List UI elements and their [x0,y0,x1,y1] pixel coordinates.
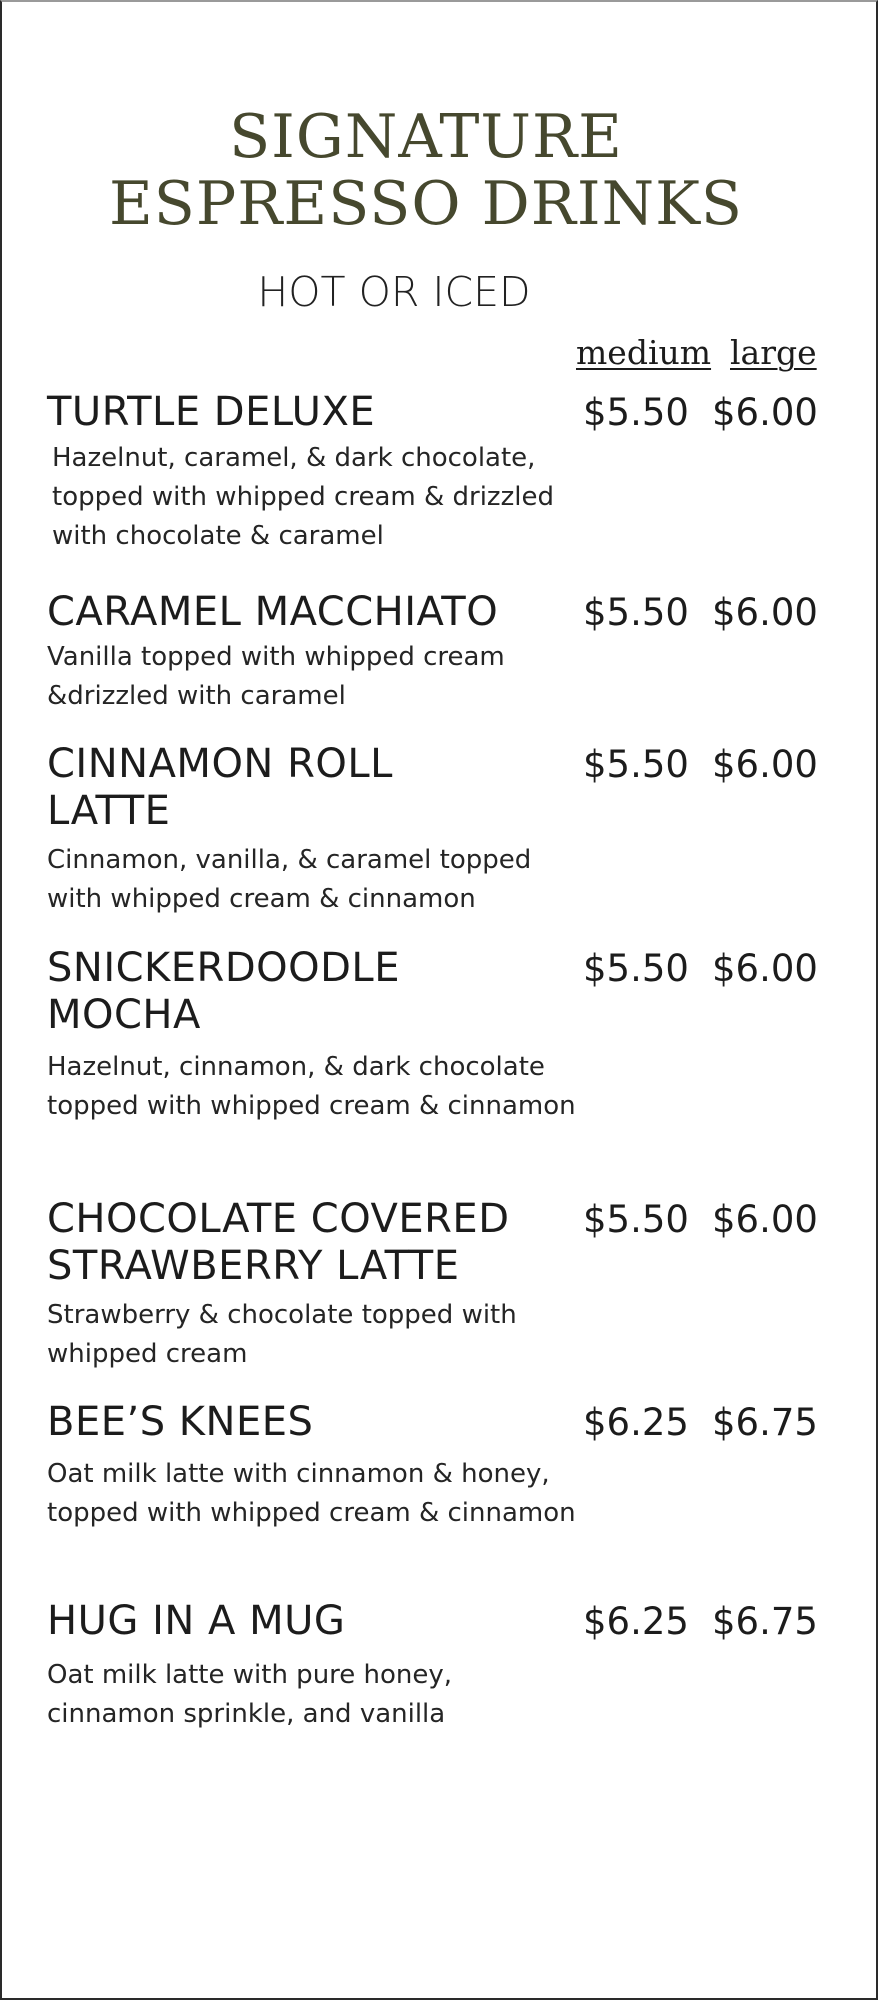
item-name: CHOCOLATE COVERED STRAWBERRY LATTE [47,1196,510,1289]
menu-title-line-1: SIGNATURE [229,102,623,172]
item-price-large: $6.00 [712,743,818,786]
item-name: BEE’S KNEES [47,1399,314,1445]
item-description: Cinnamon, vanilla, & caramel topped with whipped cream & cinnamon [47,845,532,914]
item-price-large: $6.00 [712,591,818,634]
item-price-large: $6.00 [712,947,818,990]
item-price-large: $6.75 [712,1600,818,1643]
item-description: Hazelnut, cinnamon, & dark chocolate topped with whipped cream & cinnamon [47,1052,576,1121]
item-price-medium: $6.25 [583,1600,689,1643]
item-name: CARAMEL MACCHIATO [47,589,499,635]
item-description: Oat milk latte with pure honey, cinnamon sprinkle, and vanilla [47,1660,453,1729]
item-price-large: $6.00 [712,391,818,434]
item-name: SNICKERDOODLE MOCHA [47,945,400,1038]
item-price-medium: $5.50 [583,1198,689,1241]
menu-subtitle: HOT OR ICED [257,268,531,316]
item-price-medium: $5.50 [583,391,689,434]
size-header-large: large [730,333,817,372]
item-price-large: $6.00 [712,1198,818,1241]
item-price-large: $6.75 [712,1401,818,1444]
item-price-medium: $5.50 [583,947,689,990]
item-name: CINNAMON ROLL LATTE [47,741,393,834]
item-description: Hazelnut, caramel, & dark chocolate, topped with whipped cream & drizzled with chocolate & caramel [52,443,554,551]
item-name: TURTLE DELUXE [47,389,376,435]
item-price-medium: $5.50 [583,743,689,786]
item-price-medium: $6.25 [583,1401,689,1444]
item-description: Strawberry & chocolate topped with whipped cream [47,1300,517,1369]
item-name: HUG IN A MUG [47,1598,346,1644]
menu-title-line-2: ESPRESSO DRINKS [108,169,744,239]
item-description: Oat milk latte with cinnamon & honey, topped with whipped cream & cinnamon [47,1459,576,1528]
item-price-medium: $5.50 [583,591,689,634]
item-description: Vanilla topped with whipped cream &drizzled with caramel [47,642,505,711]
size-header-medium: medium [576,333,712,372]
